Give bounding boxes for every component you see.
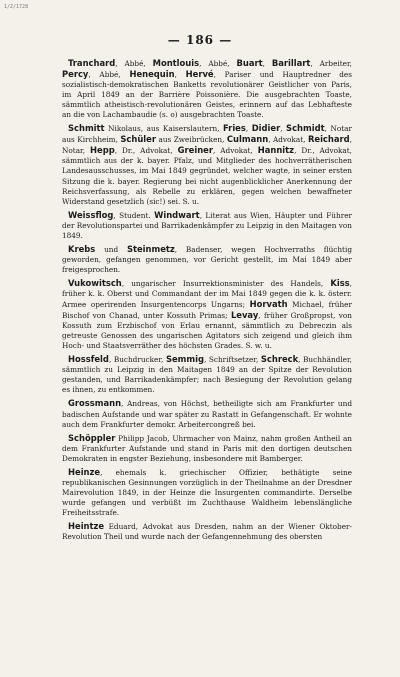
entry-name: Semmig: [165, 354, 204, 365]
entry-text: , Abbé,: [199, 59, 237, 68]
entry-text: ,: [280, 124, 287, 134]
entry-paragraph: [62, 244, 352, 275]
entry-name: Schmitt: [68, 123, 105, 134]
entry-paragraph: [62, 210, 352, 241]
entry-name: Steinmetz: [126, 243, 175, 254]
entry-name: Barillart: [271, 58, 311, 68]
entry-name: Kiss: [330, 277, 350, 288]
entry-name: Schöppler: [68, 432, 116, 443]
entry-name: Windwart: [154, 209, 200, 220]
entry-text: und: [95, 244, 127, 254]
entry-text: , Buchhändler, sämmtlich zu Leipzig in den Maitagen 1849 an der Spitze der Revolution gestanden, und Barrikadenkämpfer; nach Besiegung der Revolution gelang es ihnen, zu entkommen.: [62, 355, 352, 395]
entry-text: , Literat aus Wien, Häupter und Führer der Revolutionspartei und Barrikadenkämpfer zu Leipzig in den Maitagen von 1849.: [62, 210, 352, 240]
entry-text: , früher k. k. Oberst und Commandant der im Mai 1849 gegen die k. k. österr. Armee operirenden Insurgentencorps Ungarns;: [62, 278, 352, 310]
entry-paragraph: [62, 398, 352, 429]
entry-text: , Advokat,: [268, 135, 308, 145]
entry-name: Heintze: [68, 520, 105, 531]
entry-name: Tranchard: [68, 58, 116, 68]
entry-text: , ungarischer Insurrektionsminister des Handels,: [121, 278, 331, 288]
entry-text: , Schriftsetzer,: [203, 355, 261, 365]
entry-name: Percy: [62, 69, 89, 80]
entry-paragraph: [62, 467, 352, 518]
entry-name: Greiner: [177, 145, 213, 156]
entry-text: Philipp Jacob, Uhrmacher von Mainz, nahm großen Antheil an dem Frankfurter Aufstande und stand in Paris mit den dortigen deutschen Demokraten in engster Beziehung, insbesondere mit Bamberger.: [62, 433, 352, 463]
entry-text: , Abbé,: [115, 59, 153, 68]
entry-name: Schüler: [120, 134, 156, 145]
entry-name: Weissflog: [68, 209, 114, 220]
entry-text: , Buchdrucker,: [108, 355, 166, 365]
entry-name: Montlouis: [152, 58, 200, 68]
page-number: — 186 —: [167, 33, 233, 47]
entry-name: Hannitz: [257, 145, 295, 156]
entry-name: Reichard: [307, 134, 350, 145]
entry-text: , Dr., Advokat, sämmtlich aus der k. bayer. Pfalz, und Mitglieder des hochverrätherischen Landesausschusses, im Mai 1849 gegründet, welcher wagte, in seiner ersten Sitzung die k. bayer. Regierung bei nicht augenblicklicher Anerkennung der Reichsverfassung, als Rebelle zu erklären, gegen welchen bewaffneter Widerstand gesetzlich (sic!) sei. S. u.: [62, 146, 352, 206]
entry-name: Horvath: [249, 299, 288, 310]
entry-name: Hervé: [185, 69, 214, 80]
entry-text: , Arbeiter,: [310, 59, 352, 68]
entry-text: , Pariser und Hauptredner des sozialistisch-demokratischen Banketts revolutionärer Geistlicher von Paris, im April 1849 an der Barrière Poissonière. Die ausgebrachten Toaste, sämmtlich atheistisch-revolutionären Geistes, erinnern auf das Lebhafteste an die von Lachambaudie (s. o) ausgebrachten Toaste.: [62, 70, 352, 120]
entry-text: , Andreas, von Höchst, betheiligte sich am Frankfurter und badischen Aufstande und war später zu Rastatt in Gefangenschaft. Er wohnte auch dem Frankfurter demokr. Arbeitercongreß bei.: [62, 399, 352, 429]
entry-text: Eduard, Advokat aus Dresden, nahm an der Wiener Oktober-Revolution Theil und wurde nach der Gefangennehmung des obersten: [62, 521, 352, 542]
entry-text: ,: [262, 59, 272, 68]
entry-paragraph: [62, 123, 352, 206]
entry-paragraph: [62, 58, 352, 120]
entry-name: Vukowitsch: [68, 277, 122, 288]
entry-name: Henequin: [129, 69, 175, 80]
entry-text: ,: [174, 70, 186, 80]
entry-name: Heinze: [68, 466, 101, 477]
entry-name: Hossfeld: [68, 354, 109, 365]
entry-paragraph: [62, 278, 352, 351]
entry-text: , Student.: [113, 210, 155, 220]
entry-name: Krebs: [68, 243, 96, 254]
text-block: [62, 58, 352, 545]
entry-name: Culmann: [226, 134, 269, 145]
entry-text: aus Zweibrücken,: [156, 135, 227, 145]
entry-paragraph: [62, 521, 352, 542]
entry-name: Levay: [230, 310, 259, 321]
entry-name: Schmidt: [286, 123, 325, 134]
entry-text: ,: [245, 124, 252, 134]
entry-text: , ehemals k. griechischer Offizier, bethätigte seine republikanischen Gesinnungen vorzüglich in der Theilnahme an der Dresdner Mairevolution 1849, in der Heinze die Insurgenten commandirte. Derselbe wurde gefangen und verbüßt im Zuchthause Waldheim lebenslängliche Freiheitsstrafe.: [62, 467, 352, 517]
entry-paragraph: [62, 433, 352, 464]
entry-text: , Notar aus Kirchheim,: [62, 124, 352, 145]
entry-text: , Abbé,: [88, 70, 130, 80]
entry-name: Grossmann: [68, 398, 122, 409]
entry-name: Didier: [251, 123, 281, 134]
margin-mark: 1/2/1728: [4, 4, 29, 10]
entry-text: Michael, früher Bischof von Chanad, unter Kossuth Primas;: [62, 300, 352, 321]
entry-text: , Notar,: [62, 135, 352, 156]
entry-text: , Dr., Advokat,: [114, 146, 178, 156]
entry-text: , Badenser, wegen Hochverraths flüchtig geworden, gefangen genommen, vor Gericht gestellt, im Mai 1849 aber freigesprochen.: [62, 244, 352, 274]
entry-name: Buart: [236, 58, 263, 68]
entry-name: Schreck: [260, 354, 299, 365]
entry-text: , früher Großpropst, von Kossuth zum Erzbischof von Erlau ernannt, sämmtlich zu Debreczin als getreuste Genossen des ungarischen Agitators sich zeigend und gleich ihm Hoch- und Staatsverräther des höchsten Grades. S. w. u.: [62, 311, 352, 351]
entry-name: Fries: [223, 123, 246, 134]
entry-text: , Advokat,: [212, 146, 258, 156]
entry-text: Nikolaus, aus Kaiserslautern,: [104, 124, 223, 134]
entry-paragraph: [62, 354, 352, 395]
entry-name: Hepp: [90, 145, 115, 156]
